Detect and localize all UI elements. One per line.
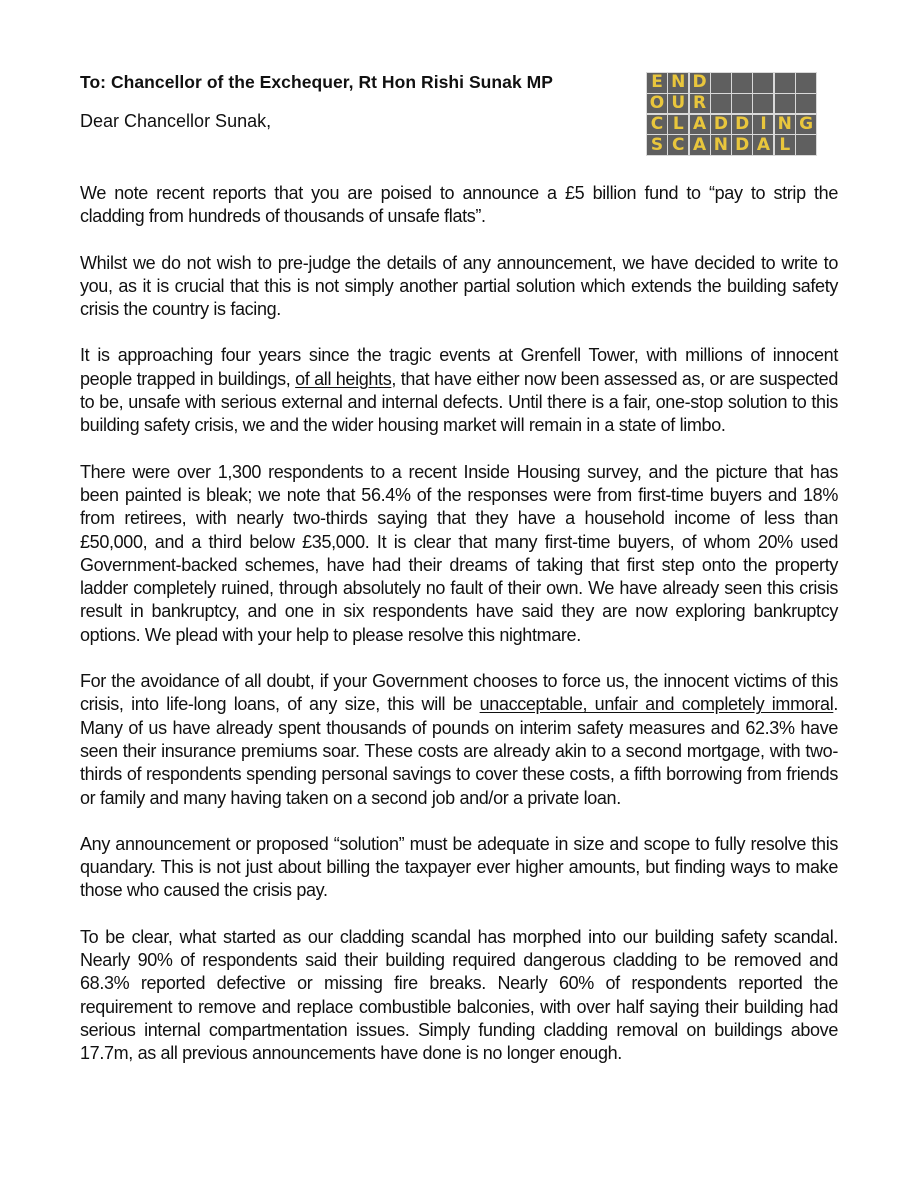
logo-tile: G xyxy=(796,115,816,135)
logo-tile: L xyxy=(668,115,688,135)
end-our-cladding-scandal-logo xyxy=(646,72,817,156)
paragraph-text: To be clear, what started as our cladding scandal has morphed into our building safety scandal. Nearly 90% of respondents said their building required dangerous cladding to be removed and 68.3% reported defective or missing fire breaks. Nearly 60% of respondents reported the requirement to remove and replace combustible balconies, with over half saying their building had serious internal compartmentation issues. Simply funding cladding removal on buildings above 17.7m, as all previous announcements have done is no longer enough. xyxy=(80,926,838,1064)
paragraph-solution xyxy=(80,833,838,903)
paragraph-text: Whilst we do not wish to pre-judge the details of any announcement, we have decided to write to you, as it is crucial that this is not simply another partial solution which extends the building safety crisis the country is facing. xyxy=(80,252,838,320)
logo-tile: U xyxy=(668,94,688,114)
logo-tile: D xyxy=(711,115,731,135)
paragraph-text: It is approaching four years since the tragic events at Grenfell Tower, with millions of innocent people trapped in buildings, xyxy=(80,345,838,389)
logo-tile: N xyxy=(775,115,795,135)
paragraph-text: There were over 1,300 respondents to a recent Inside Housing survey, and the picture that has been painted is bleak; we note that 56.4% of the responses were from first-time buyers and 18% from retirees, with nearly two-thirds saying that they have a household income of less than £50,000, and a third below £35,000. It is clear that many first-time buyers, of whom 20% used Government-backed schemes, have had their dreams of taking that first step onto the property ladder completely ruined, through absolutely no fault of their own. We have already seen this crisis result in bankruptcy, and one in six respondents have said they are now exploring bankruptcy options. We plead with your help to please resolve this nightmare. xyxy=(80,461,838,645)
paragraph-partial-solution xyxy=(80,252,838,322)
letter-body xyxy=(80,182,838,1089)
logo-tile xyxy=(753,94,773,114)
logo-tile: O xyxy=(647,94,667,114)
logo-tile: I xyxy=(753,115,773,135)
paragraph-text: For the avoidance of all doubt, if your Government chooses to force us, the innocent victims of this crisis, into life-long loans, of any size, this will be xyxy=(80,671,838,715)
paragraph-text: Any announcement or proposed “solution” must be adequate in size and scope to fully resolve this quandary. This is not just about billing the taxpayer ever higher amounts, but finding ways to make those who caused the crisis pay. xyxy=(80,833,838,901)
logo-tile: D xyxy=(732,115,752,135)
logo-tile xyxy=(711,73,731,93)
logo-tile: S xyxy=(647,135,667,155)
logo-tile: A xyxy=(690,115,710,135)
paragraph-text: We note recent reports that you are poised to announce a £5 billion fund to “pay to strip the cladding from hundreds of thousands of unsafe flats”. xyxy=(80,183,838,227)
paragraph-loans xyxy=(80,670,838,810)
logo-tile xyxy=(732,94,752,114)
paragraph-building-safety xyxy=(80,926,838,1066)
logo-tile: R xyxy=(690,94,710,114)
paragraph-fund-report xyxy=(80,182,838,229)
logo-tile xyxy=(711,94,731,114)
logo-tile: L xyxy=(775,135,795,155)
logo-tile: C xyxy=(668,135,688,155)
logo-tile xyxy=(753,73,773,93)
logo-tile xyxy=(775,94,795,114)
salutation: Dear Chancellor Sunak, xyxy=(80,111,272,131)
logo-tile: A xyxy=(753,135,773,155)
logo-tile xyxy=(796,135,816,155)
paragraph-survey xyxy=(80,461,838,647)
logo-tile: E xyxy=(647,73,667,93)
logo-tile xyxy=(796,73,816,93)
underlined-emphasis: unacceptable, unfair and completely immoral xyxy=(479,694,834,715)
logo-tile xyxy=(732,73,752,93)
logo-tile: A xyxy=(690,135,710,155)
letter-heading: To: Chancellor of the Exchequer, Rt Hon Rishi Sunak MP xyxy=(80,72,553,92)
paragraph-grenfell xyxy=(80,344,838,437)
underlined-emphasis: of all heights xyxy=(295,368,392,389)
logo-tile: N xyxy=(711,135,731,155)
logo-tile xyxy=(796,94,816,114)
logo-tile: N xyxy=(668,73,688,93)
logo-tile: D xyxy=(732,135,752,155)
logo-tile: D xyxy=(690,73,710,93)
logo-tile xyxy=(775,73,795,93)
paragraph-text: , that have either now been assessed as, or are suspected to be, unsafe with serious external and internal defects. Until there is a fair, one-stop solution to this building safety crisis, we and the wider housing market will remain in a state of limbo. xyxy=(80,368,838,436)
paragraph-text: . Many of us have already spent thousands of pounds on interim safety measures and 62.3% have seen their insurance premiums soar. These costs are already akin to a second mortgage, with two-thirds of respondents spending personal savings to cover these costs, a fifth borrowing from friends or family and many having taken on a second job and/or a private loan. xyxy=(80,694,838,808)
logo-tile: C xyxy=(647,115,667,135)
